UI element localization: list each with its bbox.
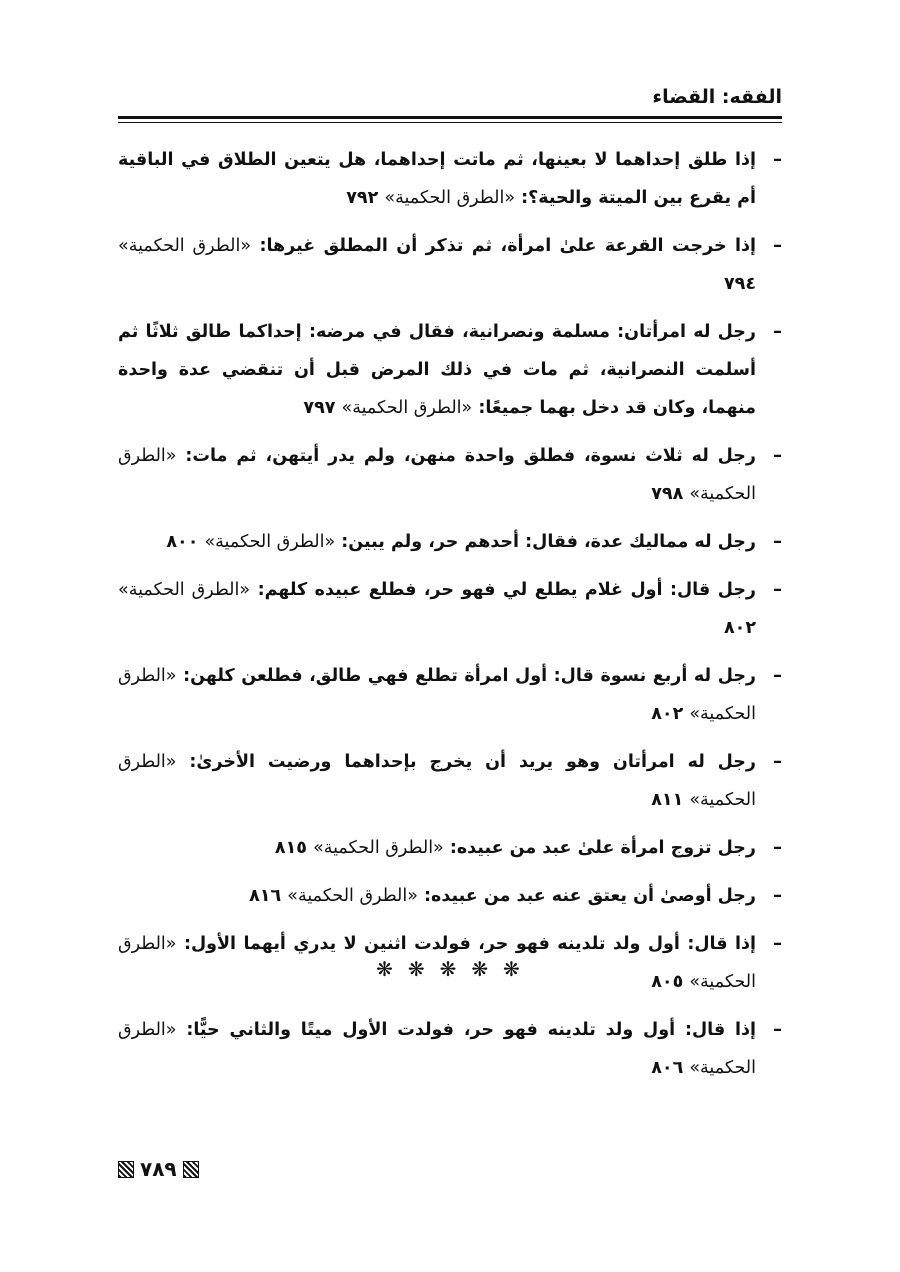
dash-bullet: – (773, 885, 782, 906)
entry-description: رجل له امرأتان: مسلمة ونصرانية، فقال في مرضه: إحداكما طالق ثلاثًا ثم أسلمت النصرانية، ثم مات في ذلك المرض قبل أن تنقضي عدة واحدة منهما، وكان قد دخل بهما جميعًا: (118, 322, 756, 418)
running-header: الفقه: القضاء (652, 86, 782, 108)
index-entry (118, 313, 782, 427)
source-title: «الطرق الحكمية» (287, 886, 418, 906)
entry-description: رجل له امرأتان وهو يريد أن يخرج بإحداهما ورضيت الأخرىٰ: (176, 752, 756, 772)
header-rule-thick (118, 116, 782, 119)
entry-text (118, 571, 756, 647)
entry-description: رجل له أربع نسوة قال: أول امرأة تطلع فهي طالق، فطلعن كلهن: (176, 666, 756, 686)
dash-bullet: – (773, 235, 782, 256)
entry-description: رجل أوصىٰ أن يعتق عنه عبد من عبيده: (417, 886, 756, 906)
ornament-left-icon (118, 1161, 134, 1178)
source-page: ٧٩٧ (303, 398, 336, 418)
source-title: «الطرق الحكمية» (118, 446, 756, 504)
entry-description: إذا خرجت القرعة علىٰ امرأة، ثم تذكر أن المطلق غيرها: (251, 236, 756, 256)
source-title: «الطرق الحكمية» (118, 752, 756, 810)
entry-description: رجل تزوج امرأة علىٰ عبد من عبيده: (443, 838, 756, 858)
index-entries-list (118, 141, 782, 1097)
dash-bullet: – (773, 321, 782, 342)
source-page: ٧٩٢ (346, 188, 379, 208)
entry-description: رجل له ثلاث نسوة، فطلق واحدة منهن، ولم يدر أيتهن، ثم مات: (176, 446, 756, 466)
entry-text (118, 829, 756, 867)
dash-bullet: – (773, 531, 782, 552)
source-page: ٨٠٥ (651, 972, 684, 992)
index-entry (118, 1011, 782, 1087)
entry-text (118, 657, 756, 733)
entry-text (118, 227, 756, 303)
entry-description: رجل قال: أول غلام يطلع لي فهو حر، فطلع عبيده كلهم: (250, 580, 756, 600)
source-title: «الطرق الحكمية» (118, 580, 251, 600)
entry-text (118, 877, 756, 915)
source-page: ٨٠٢ (651, 704, 684, 724)
entry-text (118, 1011, 756, 1087)
index-entry (118, 743, 782, 819)
source-page: ٨٠٠ (166, 532, 199, 552)
entry-text (118, 523, 756, 561)
entry-text (118, 743, 756, 819)
source-page: ٨١٥ (274, 838, 307, 858)
source-page: ٨٠٢ (723, 618, 756, 638)
section-separator-stars: ❋ ❋ ❋ ❋ ❋ (376, 957, 524, 981)
index-entry (118, 657, 782, 733)
source-page: ٨٠٦ (651, 1058, 684, 1078)
source-title: «الطرق الحكمية» (341, 398, 473, 418)
source-title: «الطرق الحكمية» (118, 236, 252, 256)
dash-bullet: – (773, 149, 782, 170)
source-page: ٧٩٤ (723, 274, 756, 294)
index-entry (118, 437, 782, 513)
index-entry (118, 877, 782, 915)
dash-bullet: – (773, 837, 782, 858)
entry-text (118, 437, 756, 513)
page-footer (118, 1157, 199, 1181)
source-title: «الطرق الحكمية» (204, 532, 336, 552)
source-page: ٨١٦ (249, 886, 282, 906)
index-entry (118, 829, 782, 867)
source-page: ٧٩٨ (651, 484, 684, 504)
source-title: «الطرق الحكمية» (118, 934, 756, 992)
entry-text (118, 313, 756, 427)
entry-description: إذا قال: أول ولد تلدينه فهو حر، فولدت الأول ميتًا والثاني حيًّا: (176, 1020, 756, 1040)
source-title: «الطرق الحكمية» (118, 666, 756, 724)
ornament-right-icon (183, 1161, 199, 1178)
dash-bullet: – (773, 579, 782, 600)
source-page: ٨١١ (651, 790, 684, 810)
dash-bullet: – (773, 751, 782, 772)
entry-description: إذا طلق إحداهما لا بعينها، ثم ماتت إحداهما، هل يتعين الطلاق في الباقية أم يقرع بين الميتة والحية؟: (118, 150, 756, 208)
source-title: «الطرق الحكمية» (118, 1020, 756, 1078)
source-title: «الطرق الحكمية» (384, 188, 516, 208)
source-title: «الطرق الحكمية» (313, 838, 444, 858)
header-rule-thin (118, 122, 782, 123)
entry-description: رجل له مماليك عدة، فقال: أحدهم حر، ولم يبين: (335, 532, 756, 552)
dash-bullet: – (773, 445, 782, 466)
dash-bullet: – (773, 665, 782, 686)
index-entry (118, 227, 782, 303)
index-entry (118, 141, 782, 217)
dash-bullet: – (773, 1019, 782, 1040)
index-entry (118, 523, 782, 561)
page-number: ٧٨٩ (140, 1157, 177, 1181)
dash-bullet: – (773, 933, 782, 954)
index-entry (118, 571, 782, 647)
entry-text (118, 141, 756, 217)
entry-description: إذا قال: أول ولد تلدينه فهو حر، فولدت اثنين لا يدري أيهما الأول: (176, 934, 756, 954)
